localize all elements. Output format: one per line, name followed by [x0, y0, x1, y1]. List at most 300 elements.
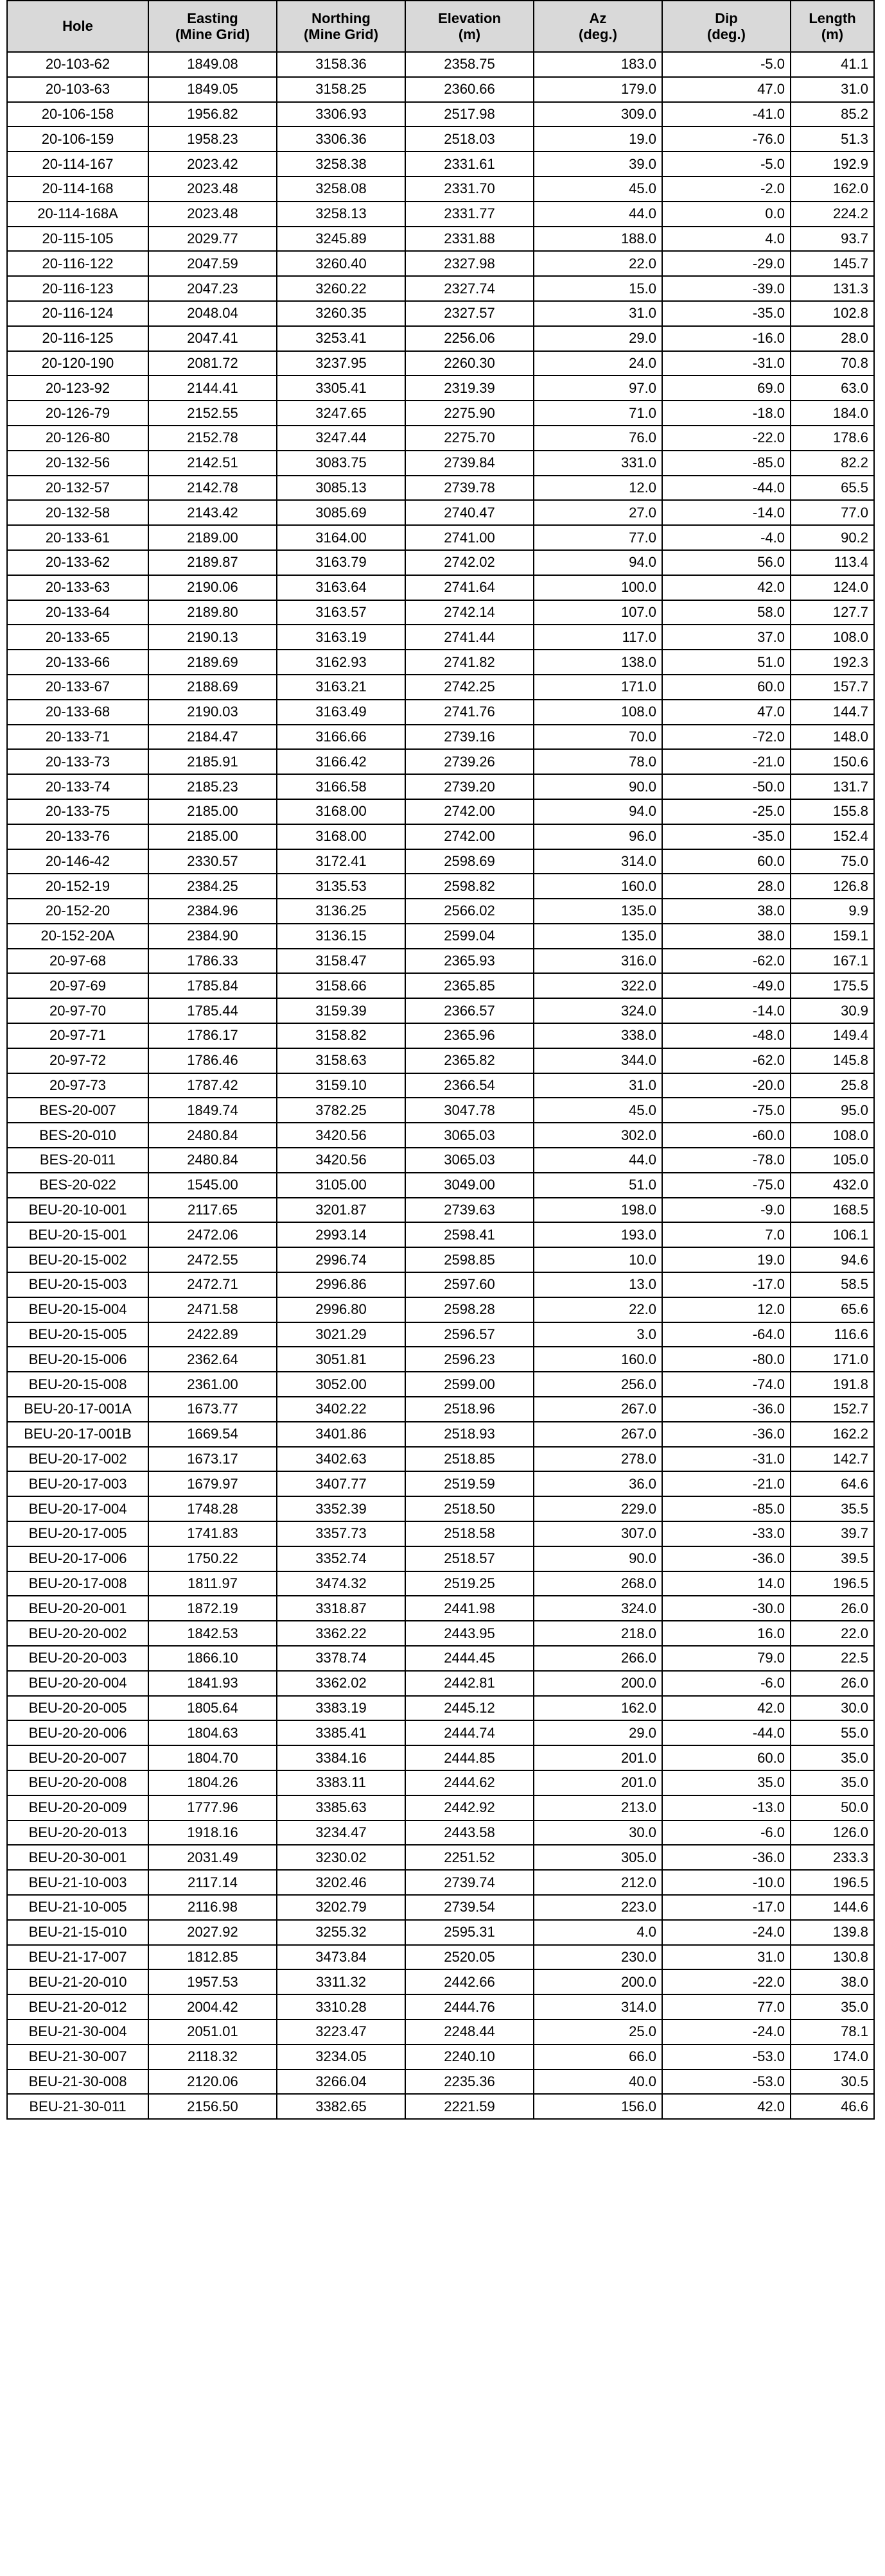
cell-length: 106.1 [791, 1222, 874, 1247]
cell-dip: 0.0 [662, 202, 791, 227]
cell-dip: -18.0 [662, 401, 791, 426]
cell-dip: -30.0 [662, 1596, 791, 1621]
cell-length: 105.0 [791, 1148, 874, 1173]
cell-hole: BEU-20-10-001 [7, 1198, 148, 1223]
cell-length: 58.5 [791, 1272, 874, 1297]
cell-elevation: 2358.75 [405, 52, 534, 77]
cell-az: 218.0 [534, 1621, 662, 1646]
table-row [7, 1048, 874, 1073]
cell-dip: -2.0 [662, 177, 791, 202]
cell-elevation: 2741.44 [405, 625, 534, 650]
cell-northing: 3362.22 [277, 1621, 405, 1646]
cell-northing: 3318.87 [277, 1596, 405, 1621]
cell-northing: 3051.81 [277, 1347, 405, 1372]
cell-dip: 56.0 [662, 550, 791, 575]
cell-length: 64.6 [791, 1471, 874, 1496]
cell-az: 76.0 [534, 426, 662, 451]
cell-az: 44.0 [534, 1148, 662, 1173]
cell-hole: BEU-21-15-010 [7, 1920, 148, 1945]
cell-easting: 2384.25 [148, 874, 277, 899]
table-row [7, 1895, 874, 1920]
cell-northing: 3402.22 [277, 1397, 405, 1422]
cell-dip: -5.0 [662, 52, 791, 77]
cell-northing: 3306.36 [277, 126, 405, 151]
cell-az: 78.0 [534, 749, 662, 774]
cell-northing: 3166.42 [277, 749, 405, 774]
cell-northing: 3383.19 [277, 1696, 405, 1721]
cell-elevation: 2360.66 [405, 77, 534, 102]
cell-az: 135.0 [534, 924, 662, 949]
cell-length: 35.5 [791, 1496, 874, 1521]
cell-northing: 3258.08 [277, 177, 405, 202]
cell-easting: 1787.42 [148, 1073, 277, 1098]
cell-easting: 2023.42 [148, 151, 277, 177]
cell-length: 149.4 [791, 1023, 874, 1048]
cell-dip: -41.0 [662, 102, 791, 127]
cell-northing: 3474.32 [277, 1571, 405, 1596]
cell-dip: -72.0 [662, 725, 791, 750]
table-row [7, 301, 874, 326]
cell-hole: 20-114-168A [7, 202, 148, 227]
cell-dip: -14.0 [662, 998, 791, 1023]
cell-elevation: 2327.57 [405, 301, 534, 326]
cell-easting: 2047.59 [148, 251, 277, 276]
cell-elevation: 2518.96 [405, 1397, 534, 1422]
cell-dip: -60.0 [662, 1123, 791, 1148]
cell-easting: 2189.00 [148, 525, 277, 550]
cell-hole: 20-133-61 [7, 525, 148, 550]
cell-northing: 3234.05 [277, 2044, 405, 2070]
header-hole [7, 1, 148, 52]
cell-northing: 3163.49 [277, 700, 405, 725]
cell-northing: 3201.87 [277, 1198, 405, 1223]
cell-northing: 3378.74 [277, 1646, 405, 1671]
cell-easting: 2004.42 [148, 1994, 277, 2019]
table-row [7, 276, 874, 301]
cell-easting: 2422.89 [148, 1322, 277, 1347]
cell-elevation: 3049.00 [405, 1173, 534, 1198]
cell-elevation: 2739.84 [405, 451, 534, 476]
table-row [7, 227, 874, 252]
cell-az: 29.0 [534, 326, 662, 351]
cell-elevation: 2739.78 [405, 476, 534, 501]
cell-easting: 1741.83 [148, 1521, 277, 1546]
cell-length: 233.3 [791, 1845, 874, 1870]
table-row [7, 725, 874, 750]
cell-hole: BEU-20-20-008 [7, 1770, 148, 1795]
cell-elevation: 2518.50 [405, 1496, 534, 1521]
cell-elevation: 2596.57 [405, 1322, 534, 1347]
cell-elevation: 2742.00 [405, 799, 534, 824]
cell-dip: -75.0 [662, 1098, 791, 1123]
cell-elevation: 2365.96 [405, 1023, 534, 1048]
header-northing [277, 1, 405, 52]
cell-az: 278.0 [534, 1447, 662, 1472]
cell-dip: 77.0 [662, 1994, 791, 2019]
cell-hole: 20-133-65 [7, 625, 148, 650]
table-row [7, 1546, 874, 1571]
cell-hole: 20-106-159 [7, 126, 148, 151]
cell-elevation: 2331.61 [405, 151, 534, 177]
cell-elevation: 2441.98 [405, 1596, 534, 1621]
cell-dip: 38.0 [662, 899, 791, 924]
cell-northing: 3202.46 [277, 1870, 405, 1895]
cell-az: 223.0 [534, 1895, 662, 1920]
cell-easting: 2029.77 [148, 227, 277, 252]
cell-az: 90.0 [534, 1546, 662, 1571]
cell-az: 314.0 [534, 849, 662, 874]
table-row [7, 1247, 874, 1272]
cell-elevation: 2742.00 [405, 824, 534, 849]
cell-northing: 3230.02 [277, 1845, 405, 1870]
cell-dip: -78.0 [662, 1148, 791, 1173]
table-row [7, 1098, 874, 1123]
cell-northing: 3255.32 [277, 1920, 405, 1945]
table-row [7, 924, 874, 949]
cell-dip: 69.0 [662, 376, 791, 401]
cell-hole: BEU-20-17-001A [7, 1397, 148, 1422]
cell-northing: 3158.82 [277, 1023, 405, 1048]
cell-length: 174.0 [791, 2044, 874, 2070]
cell-elevation: 2742.25 [405, 675, 534, 700]
cell-easting: 1918.16 [148, 1820, 277, 1846]
cell-hole: BEU-20-15-004 [7, 1297, 148, 1322]
cell-hole: BEU-20-17-008 [7, 1571, 148, 1596]
cell-az: 70.0 [534, 725, 662, 750]
header-az-label: Az [589, 10, 607, 26]
cell-easting: 2120.06 [148, 2070, 277, 2095]
table-row [7, 1198, 874, 1223]
cell-az: 135.0 [534, 899, 662, 924]
cell-hole: BEU-21-30-007 [7, 2044, 148, 2070]
cell-elevation: 2741.76 [405, 700, 534, 725]
cell-az: 322.0 [534, 973, 662, 998]
cell-easting: 2031.49 [148, 1845, 277, 1870]
cell-length: 22.0 [791, 1621, 874, 1646]
cell-northing: 3052.00 [277, 1372, 405, 1397]
table-row [7, 1994, 874, 2019]
cell-az: 212.0 [534, 1870, 662, 1895]
cell-elevation: 2739.54 [405, 1895, 534, 1920]
cell-elevation: 2221.59 [405, 2094, 534, 2119]
cell-dip: -36.0 [662, 1422, 791, 1447]
cell-dip: -5.0 [662, 151, 791, 177]
cell-hole: 20-126-80 [7, 426, 148, 451]
cell-northing: 3158.25 [277, 77, 405, 102]
cell-hole: BEU-20-30-001 [7, 1845, 148, 1870]
table-row [7, 77, 874, 102]
cell-elevation: 2742.14 [405, 600, 534, 625]
cell-easting: 1786.17 [148, 1023, 277, 1048]
cell-az: 338.0 [534, 1023, 662, 1048]
table-row [7, 973, 874, 998]
cell-easting: 1777.96 [148, 1795, 277, 1820]
cell-elevation: 2256.06 [405, 326, 534, 351]
table-row [7, 625, 874, 650]
cell-elevation: 2597.60 [405, 1272, 534, 1297]
cell-az: 314.0 [534, 1994, 662, 2019]
cell-hole: 20-106-158 [7, 102, 148, 127]
cell-easting: 1679.97 [148, 1471, 277, 1496]
header-elevation-unit: (m) [458, 26, 481, 42]
cell-northing: 3420.56 [277, 1148, 405, 1173]
cell-az: 12.0 [534, 476, 662, 501]
cell-length: 157.7 [791, 675, 874, 700]
cell-hole: BES-20-011 [7, 1148, 148, 1173]
cell-length: 30.0 [791, 1696, 874, 1721]
cell-elevation: 2251.52 [405, 1845, 534, 1870]
table-header [7, 1, 874, 52]
cell-az: 31.0 [534, 1073, 662, 1098]
cell-easting: 2384.90 [148, 924, 277, 949]
cell-dip: -74.0 [662, 1372, 791, 1397]
cell-hole: BEU-21-30-008 [7, 2070, 148, 2095]
cell-northing: 3260.40 [277, 251, 405, 276]
cell-az: 44.0 [534, 202, 662, 227]
cell-easting: 1750.22 [148, 1546, 277, 1571]
cell-length: 108.0 [791, 1123, 874, 1148]
cell-hole: 20-133-75 [7, 799, 148, 824]
cell-elevation: 2518.85 [405, 1447, 534, 1472]
cell-length: 75.0 [791, 849, 874, 874]
cell-dip: -17.0 [662, 1272, 791, 1297]
cell-easting: 2185.23 [148, 774, 277, 799]
cell-elevation: 2444.74 [405, 1720, 534, 1745]
cell-easting: 2480.84 [148, 1123, 277, 1148]
cell-length: 38.0 [791, 1969, 874, 1994]
header-northing-label: Northing [311, 10, 371, 26]
cell-dip: -14.0 [662, 500, 791, 525]
cell-dip: 12.0 [662, 1297, 791, 1322]
cell-hole: 20-116-122 [7, 251, 148, 276]
cell-length: 70.8 [791, 351, 874, 376]
table-row [7, 376, 874, 401]
table-row [7, 1969, 874, 1994]
cell-az: 267.0 [534, 1397, 662, 1422]
cell-easting: 2047.41 [148, 326, 277, 351]
cell-elevation: 2445.12 [405, 1696, 534, 1721]
cell-dip: -22.0 [662, 426, 791, 451]
table-row [7, 1770, 874, 1795]
cell-length: 171.0 [791, 1347, 874, 1372]
table-row [7, 451, 874, 476]
table-row [7, 774, 874, 799]
cell-length: 90.2 [791, 525, 874, 550]
cell-dip: -53.0 [662, 2044, 791, 2070]
header-length [791, 1, 874, 52]
cell-dip: -20.0 [662, 1073, 791, 1098]
header-hole-label: Hole [62, 18, 93, 35]
cell-length: 432.0 [791, 1173, 874, 1198]
cell-northing: 3352.74 [277, 1546, 405, 1571]
cell-northing: 3357.73 [277, 1521, 405, 1546]
table-row [7, 1322, 874, 1347]
cell-easting: 2330.57 [148, 849, 277, 874]
cell-elevation: 2365.85 [405, 973, 534, 998]
cell-easting: 2362.64 [148, 1347, 277, 1372]
cell-northing: 3159.39 [277, 998, 405, 1023]
cell-hole: 20-123-92 [7, 376, 148, 401]
cell-elevation: 2742.02 [405, 550, 534, 575]
cell-easting: 2143.42 [148, 500, 277, 525]
cell-hole: 20-114-168 [7, 177, 148, 202]
cell-az: 179.0 [534, 77, 662, 102]
cell-az: 160.0 [534, 1347, 662, 1372]
cell-easting: 2023.48 [148, 202, 277, 227]
cell-elevation: 2260.30 [405, 351, 534, 376]
cell-length: 145.8 [791, 1048, 874, 1073]
cell-elevation: 2444.76 [405, 1994, 534, 2019]
table-row [7, 1397, 874, 1422]
cell-length: 144.7 [791, 700, 874, 725]
cell-elevation: 3047.78 [405, 1098, 534, 1123]
cell-length: 51.3 [791, 126, 874, 151]
cell-length: 150.6 [791, 749, 874, 774]
cell-easting: 1673.77 [148, 1397, 277, 1422]
cell-easting: 1849.74 [148, 1098, 277, 1123]
cell-hole: 20-97-69 [7, 973, 148, 998]
cell-elevation: 2517.98 [405, 102, 534, 127]
cell-az: 96.0 [534, 824, 662, 849]
cell-elevation: 2443.95 [405, 1621, 534, 1646]
cell-easting: 2189.87 [148, 550, 277, 575]
cell-length: 131.7 [791, 774, 874, 799]
cell-dip: -62.0 [662, 949, 791, 974]
cell-length: 102.8 [791, 301, 874, 326]
cell-length: 31.0 [791, 77, 874, 102]
cell-northing: 2996.74 [277, 1247, 405, 1272]
cell-length: 144.6 [791, 1895, 874, 1920]
cell-dip: -6.0 [662, 1820, 791, 1846]
cell-easting: 1804.26 [148, 1770, 277, 1795]
table-row [7, 1023, 874, 1048]
cell-dip: -35.0 [662, 824, 791, 849]
cell-elevation: 2365.93 [405, 949, 534, 974]
table-row [7, 476, 874, 501]
table-row [7, 874, 874, 899]
table-row [7, 177, 874, 202]
cell-northing: 3168.00 [277, 824, 405, 849]
cell-elevation: 2566.02 [405, 899, 534, 924]
cell-dip: -10.0 [662, 1870, 791, 1895]
cell-elevation: 2599.00 [405, 1372, 534, 1397]
cell-easting: 2081.72 [148, 351, 277, 376]
cell-northing: 3223.47 [277, 2019, 405, 2044]
cell-hole: 20-97-72 [7, 1048, 148, 1073]
cell-dip: -44.0 [662, 476, 791, 501]
cell-easting: 1849.05 [148, 77, 277, 102]
table-row [7, 2094, 874, 2119]
table-row [7, 1720, 874, 1745]
cell-elevation: 2518.57 [405, 1546, 534, 1571]
cell-az: 100.0 [534, 575, 662, 600]
table-row [7, 1870, 874, 1895]
cell-dip: -4.0 [662, 525, 791, 550]
cell-hole: 20-116-123 [7, 276, 148, 301]
cell-length: 155.8 [791, 799, 874, 824]
cell-az: 22.0 [534, 251, 662, 276]
cell-hole: 20-103-63 [7, 77, 148, 102]
cell-dip: -13.0 [662, 1795, 791, 1820]
cell-az: 230.0 [534, 1945, 662, 1970]
cell-length: 41.1 [791, 52, 874, 77]
cell-elevation: 2518.03 [405, 126, 534, 151]
cell-dip: 14.0 [662, 1571, 791, 1596]
table-row [7, 1496, 874, 1521]
table-row [7, 52, 874, 77]
cell-dip: -24.0 [662, 1920, 791, 1945]
table-row [7, 575, 874, 600]
cell-length: 196.5 [791, 1571, 874, 1596]
cell-az: 302.0 [534, 1123, 662, 1148]
cell-elevation: 2520.05 [405, 1945, 534, 1970]
cell-hole: BEU-20-15-002 [7, 1247, 148, 1272]
cell-hole: BEU-20-15-003 [7, 1272, 148, 1297]
cell-easting: 2189.69 [148, 650, 277, 675]
cell-hole: BES-20-022 [7, 1173, 148, 1198]
cell-hole: 20-152-20 [7, 899, 148, 924]
table-row [7, 600, 874, 625]
cell-hole: 20-133-64 [7, 600, 148, 625]
cell-elevation: 2740.47 [405, 500, 534, 525]
cell-az: 36.0 [534, 1471, 662, 1496]
table-row [7, 102, 874, 127]
drillhole-collar-table [6, 0, 875, 2120]
cell-az: 25.0 [534, 2019, 662, 2044]
cell-dip: 7.0 [662, 1222, 791, 1247]
cell-length: 113.4 [791, 550, 874, 575]
table-row [7, 1148, 874, 1173]
header-easting [148, 1, 277, 52]
cell-hole: BEU-20-17-003 [7, 1471, 148, 1496]
cell-hole: 20-120-190 [7, 351, 148, 376]
cell-northing: 3163.57 [277, 600, 405, 625]
cell-hole: BEU-21-10-003 [7, 1870, 148, 1895]
header-row [7, 1, 874, 52]
cell-length: 26.0 [791, 1671, 874, 1696]
cell-elevation: 2741.64 [405, 575, 534, 600]
header-elevation-label: Elevation [438, 10, 501, 26]
header-dip-label: Dip [715, 10, 738, 26]
cell-easting: 1866.10 [148, 1646, 277, 1671]
cell-az: 4.0 [534, 1920, 662, 1945]
cell-dip: 4.0 [662, 227, 791, 252]
cell-az: 13.0 [534, 1272, 662, 1297]
cell-dip: -50.0 [662, 774, 791, 799]
cell-dip: -53.0 [662, 2070, 791, 2095]
cell-northing: 3385.41 [277, 1720, 405, 1745]
cell-easting: 1786.33 [148, 949, 277, 974]
cell-hole: 20-132-57 [7, 476, 148, 501]
cell-easting: 2027.92 [148, 1920, 277, 1945]
cell-az: 31.0 [534, 301, 662, 326]
cell-elevation: 2739.26 [405, 749, 534, 774]
table-row [7, 700, 874, 725]
cell-northing: 3402.63 [277, 1447, 405, 1472]
cell-dip: -21.0 [662, 1471, 791, 1496]
cell-az: 40.0 [534, 2070, 662, 2095]
table-row [7, 1123, 874, 1148]
cell-northing: 3253.41 [277, 326, 405, 351]
cell-easting: 2185.00 [148, 824, 277, 849]
cell-az: 200.0 [534, 1671, 662, 1696]
cell-northing: 3362.02 [277, 1671, 405, 1696]
cell-easting: 2048.04 [148, 301, 277, 326]
header-northing-unit: (Mine Grid) [303, 26, 379, 42]
cell-elevation: 2444.85 [405, 1745, 534, 1770]
cell-northing: 2996.80 [277, 1297, 405, 1322]
cell-az: 77.0 [534, 525, 662, 550]
